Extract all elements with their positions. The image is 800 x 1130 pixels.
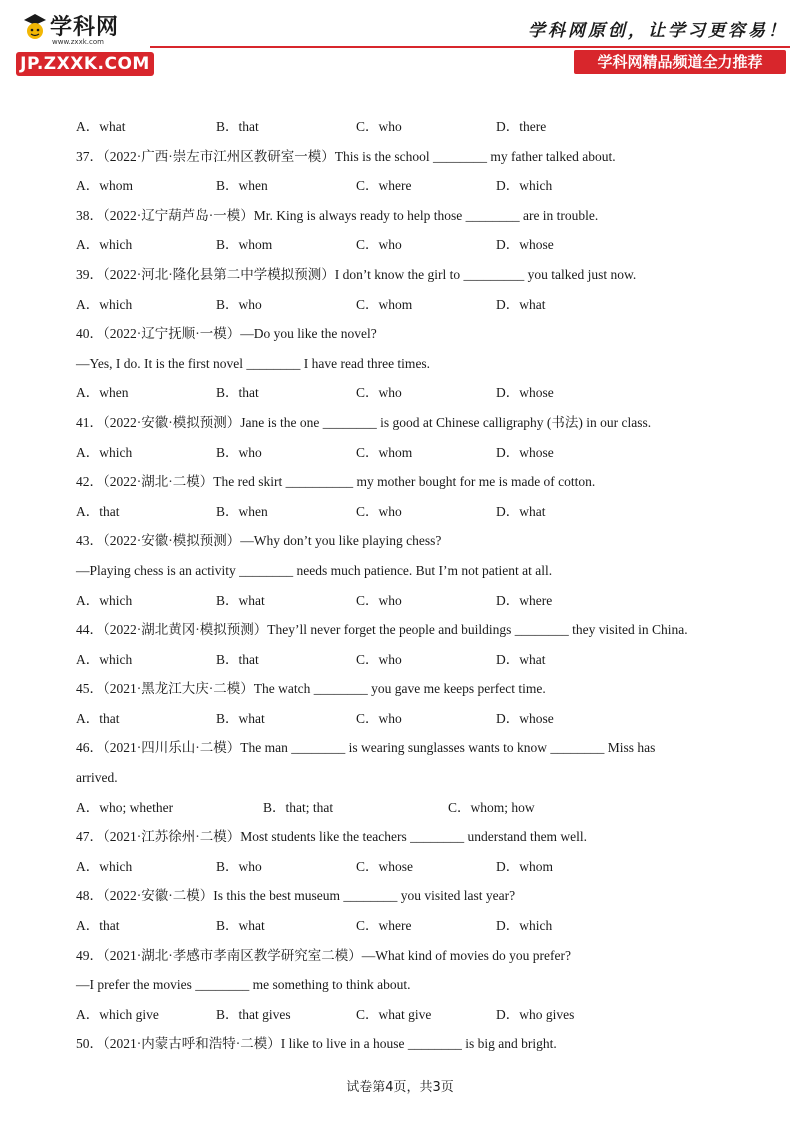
page-header — [0, 0, 800, 80]
question-text: 44．（2022·湖北黄冈·模拟预测）They’ll never forget the people and buildings ________ they visited in China. — [76, 622, 688, 638]
answer-option: D．whose — [496, 444, 554, 460]
answer-option: B．whom — [216, 237, 273, 253]
answer-option: C．who — [356, 385, 402, 401]
options-row — [76, 911, 736, 941]
answer-option: A．what — [76, 119, 126, 134]
question-text: 47．（2021·江苏徐州·二模）Most students like the teachers ________ understand them well. — [76, 829, 588, 845]
mascot-icon — [22, 12, 48, 42]
options-row — [76, 793, 736, 823]
answer-option: B．who — [216, 858, 262, 874]
logo-text: 学科网 — [50, 15, 120, 40]
answer-option: B．that; that — [263, 799, 334, 815]
question-text: —Playing chess is an activity ________ needs much patience. But I’m not patient at all. — [76, 562, 553, 578]
options-row — [76, 438, 736, 468]
answer-option: A．which — [76, 858, 133, 874]
options-row — [76, 645, 736, 675]
question-text: arrived. — [76, 770, 118, 786]
question-text: 48．（2022·安徽·二模）Is this the best museum ________ you visited last year? — [76, 888, 516, 904]
question-text: 42．（2022·湖北·二模）The red skirt __________ my mother bought for me is made of cotton. — [76, 474, 596, 490]
question-text: 46．（2021·四川乐山·二模）The man ________ is wearing sunglasses wants to know ________ Miss has — [76, 740, 656, 756]
answer-option: D．where — [496, 592, 553, 608]
answer-option: B．when — [216, 503, 268, 519]
answer-option: B．when — [216, 178, 268, 194]
answer-option: A．who; whether — [76, 799, 174, 815]
answer-option: A．that — [76, 503, 120, 519]
answer-option: D．who gives — [496, 1006, 575, 1022]
question-text: 40．（2022·辽宁抚顺·一模）—Do you like the novel? — [76, 326, 377, 342]
answer-option: C．where — [356, 918, 412, 934]
answer-option: D．what — [496, 503, 546, 519]
question-list — [76, 112, 736, 1059]
question-text: 45．（2021·黑龙江大庆·二模）The watch ________ you gave me keeps perfect time. — [76, 681, 546, 697]
question-text: 49．（2021·湖北·孝感市孝南区教学研究室二模）—What kind of movies do you prefer? — [76, 947, 571, 963]
answer-option: D．whose — [496, 385, 554, 401]
options-row — [76, 497, 736, 527]
answer-option: B．what — [216, 710, 265, 726]
question-text: 50．（2021·内蒙古呼和浩特·二模）I like to live in a house ________ is big and bright. — [76, 1036, 557, 1052]
options-row — [76, 171, 736, 201]
logo-url: www.zxxk.com — [52, 38, 104, 46]
options-row — [76, 290, 736, 320]
answer-option: D．what — [496, 296, 546, 312]
options-row — [76, 586, 736, 616]
answer-option: C．who — [356, 651, 402, 667]
answer-option: C．who — [356, 503, 402, 519]
answer-option: C．whom — [356, 296, 413, 312]
answer-option: B．that — [216, 651, 259, 667]
question-text: 39．（2022·河北·隆化县第二中学模拟预测）I don’t know the girl to _________ you talked just now. — [76, 266, 637, 282]
answer-option: A．whom — [76, 178, 133, 194]
answer-option: D．which — [496, 178, 553, 194]
answer-option: C．who — [356, 710, 402, 726]
answer-option: A．which — [76, 237, 133, 253]
answer-option: C．whose — [356, 858, 413, 874]
answer-option: D．there — [496, 119, 547, 134]
options-row — [76, 230, 736, 260]
answer-option: C．whom; how — [448, 799, 535, 815]
answer-option: A．which — [76, 444, 133, 460]
answer-option: D．which — [496, 918, 553, 934]
answer-option: C．where — [356, 178, 412, 194]
answer-option: B．what — [216, 592, 265, 608]
logo-site-band: JP.ZXXK.COM — [16, 52, 154, 76]
options-row — [76, 378, 736, 408]
answer-option: C．who — [356, 592, 402, 608]
question-text: 37．（2022·广西·崇左市江州区教研室一模）This is the school ________ my father talked about. — [76, 148, 616, 164]
answer-option: B．what — [216, 918, 265, 934]
page-footer: 试卷第4页，共3页 — [346, 1080, 454, 1095]
options-row — [76, 1000, 736, 1030]
options-row — [76, 704, 736, 734]
header-banner: 学科网精品频道全力推荐 — [574, 50, 786, 74]
answer-option: A．when — [76, 385, 129, 401]
answer-option: C．what give — [356, 1006, 432, 1022]
question-text: 41．（2022·安徽·模拟预测）Jane is the one ________ is good at Chinese calligraphy (书法) in our class. — [76, 414, 652, 430]
answer-option: A．that — [76, 918, 120, 934]
answer-option: B．that — [216, 119, 259, 134]
question-text: —I prefer the movies ________ me something to think about. — [76, 977, 411, 993]
site-logo[interactable] — [12, 8, 162, 78]
answer-option: C．who — [356, 237, 402, 253]
answer-option: A．which — [76, 592, 133, 608]
answer-option: D．whose — [496, 237, 554, 253]
question-text: —Yes, I do. It is the first novel ________ I have read three times. — [76, 355, 431, 371]
question-text: 38．（2022·辽宁葫芦岛·一模）Mr. King is always ready to help those ________ are in trouble. — [76, 207, 599, 223]
answer-option: D．whom — [496, 858, 553, 874]
answer-option: A．which — [76, 651, 133, 667]
answer-option: D．whose — [496, 710, 554, 726]
answer-option: C．who — [356, 119, 402, 134]
answer-option: B．that — [216, 385, 259, 401]
options-row — [76, 112, 736, 142]
answer-option: C．whom — [356, 444, 413, 460]
answer-option: B．that gives — [216, 1006, 291, 1022]
question-text: 43．（2022·安徽·模拟预测）—Why don’t you like playing chess? — [76, 533, 442, 549]
answer-option: A．which — [76, 296, 133, 312]
header-divider — [150, 46, 790, 48]
answer-option: B．who — [216, 444, 262, 460]
options-row — [76, 852, 736, 882]
answer-option: B．who — [216, 296, 262, 312]
header-slogan: 学科网原创，让学习更容易！ — [528, 21, 788, 41]
answer-option: D．what — [496, 651, 546, 667]
answer-option: A．that — [76, 710, 120, 726]
answer-option: A．which give — [76, 1006, 159, 1022]
